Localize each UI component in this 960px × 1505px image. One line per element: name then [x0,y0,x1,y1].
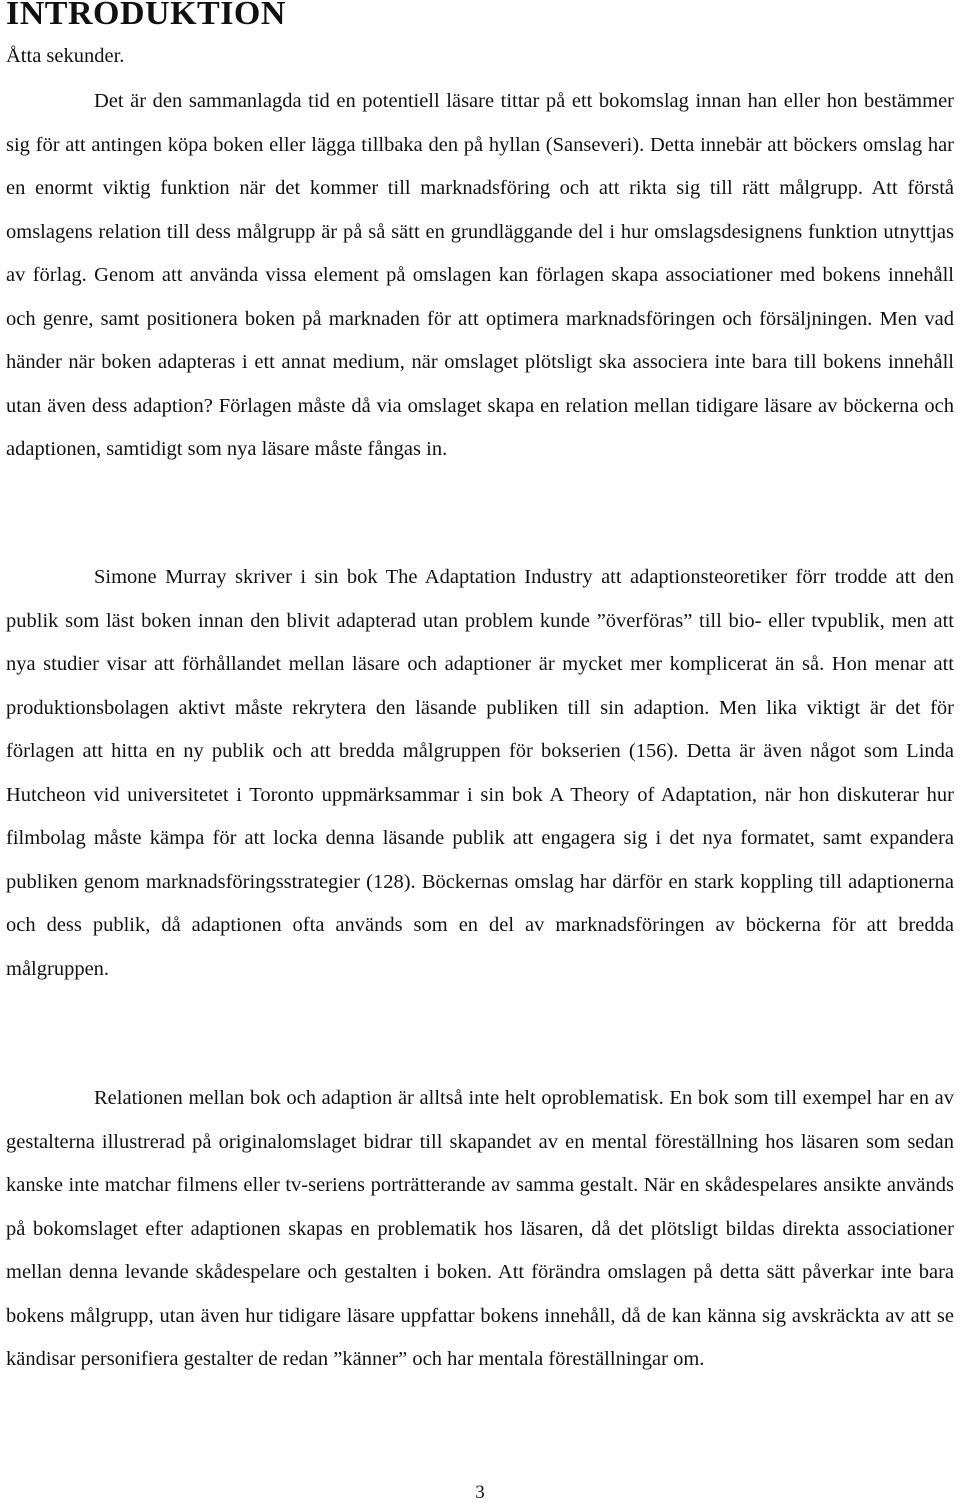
body-paragraph: Simone Murray skriver i sin bok The Adaptation Industry att adaptionsteoretiker förr trodde att den publik som läst boken innan den blivit adapterad utan problem kunde ”överföras” till bio- eller tvpublik, men att nya studier visar att förhållandet mellan läsare och adaptioner är mycket mer komplicerat än så. Hon menar att produktionsbolagen aktivt måste rekrytera den läsande publiken till sin adaption. Men lika viktigt är det för förlagen att hitta en ny publik och att bredda målgruppen för bokserien (156). Detta är även något som Linda Hutcheon vid universitetet i Toronto uppmärksammar i sin bok A Theory of Adaptation, när hon diskuterar hur filmbolag måste kämpa för att locka denna läsande publik att engagera sig i det nya formatet, samt expandera publiken genom marknadsföringsstrategier (128). Böckernas omslag har därför en stark koppling till adaptionerna och dess publik, då adaptionen ofta används som en del av marknadsföringen av böckerna för att bredda målgruppen. [6,566,954,980]
body-paragraph: Relationen mellan bok och adaption är alltså inte helt oproblematisk. En bok som till exempel har en av gestalterna illustrerad på originalomslaget bidrar till skapandet av en mental föreställning hos läsaren som sedan kanske inte matchar filmens eller tv-seriens porträtterande av samma gestalt. När en skådespelares ansikte används på bokomslaget efter adaptionen skapas en problematik hos läsaren, då det plötsligt bildas direkta associationer mellan denna levande skådespelare och gestalten i boken. Att förändra omslagen på detta sätt påverkar inte bara bokens målgrupp, utan även hur tidigare läsare uppfattar bokens innehåll, då de kan känna sig avskräckta av att se kändisar personifiera gestalter de redan ”känner” och har mentala föreställningar om. [6,1087,954,1370]
body-paragraph: Det är den sammanlagda tid en potentiell läsare tittar på ett bokomslag innan han eller hon bestämmer sig för att antingen köpa boken eller lägga tillbaka den på hyllan (Sanseveri). Detta innebär att böckers omslag har en enormt viktig funktion när det kommer till marknadsföring och att rikta sig till rätt målgrupp. Att förstå omslagens relation till dess målgrupp är på så sätt en grundläggande del i hur omslagsdesignens funktion utnyttjas av förlag. Genom att använda vissa element på omslagen kan förlagen skapa associationer med bokens innehåll och genre, samt positionera boken på marknaden för att optimera marknadsföringen och försäljningen. Men vad händer när boken adapteras i ett annat medium, när omslaget plötsligt ska associera inte bara till bokens innehåll utan även dess adaption? Förlagen måste då via omslaget skapa en relation mellan tidigare läsare av böckerna och adaptionen, samtidigt som nya läsare måste fångas in. [6,90,954,460]
section-heading: INTRODUKTION [6,0,286,32]
lead-sentence: Åtta sekunder. [6,45,125,67]
page-number: 3 [475,1482,485,1503]
